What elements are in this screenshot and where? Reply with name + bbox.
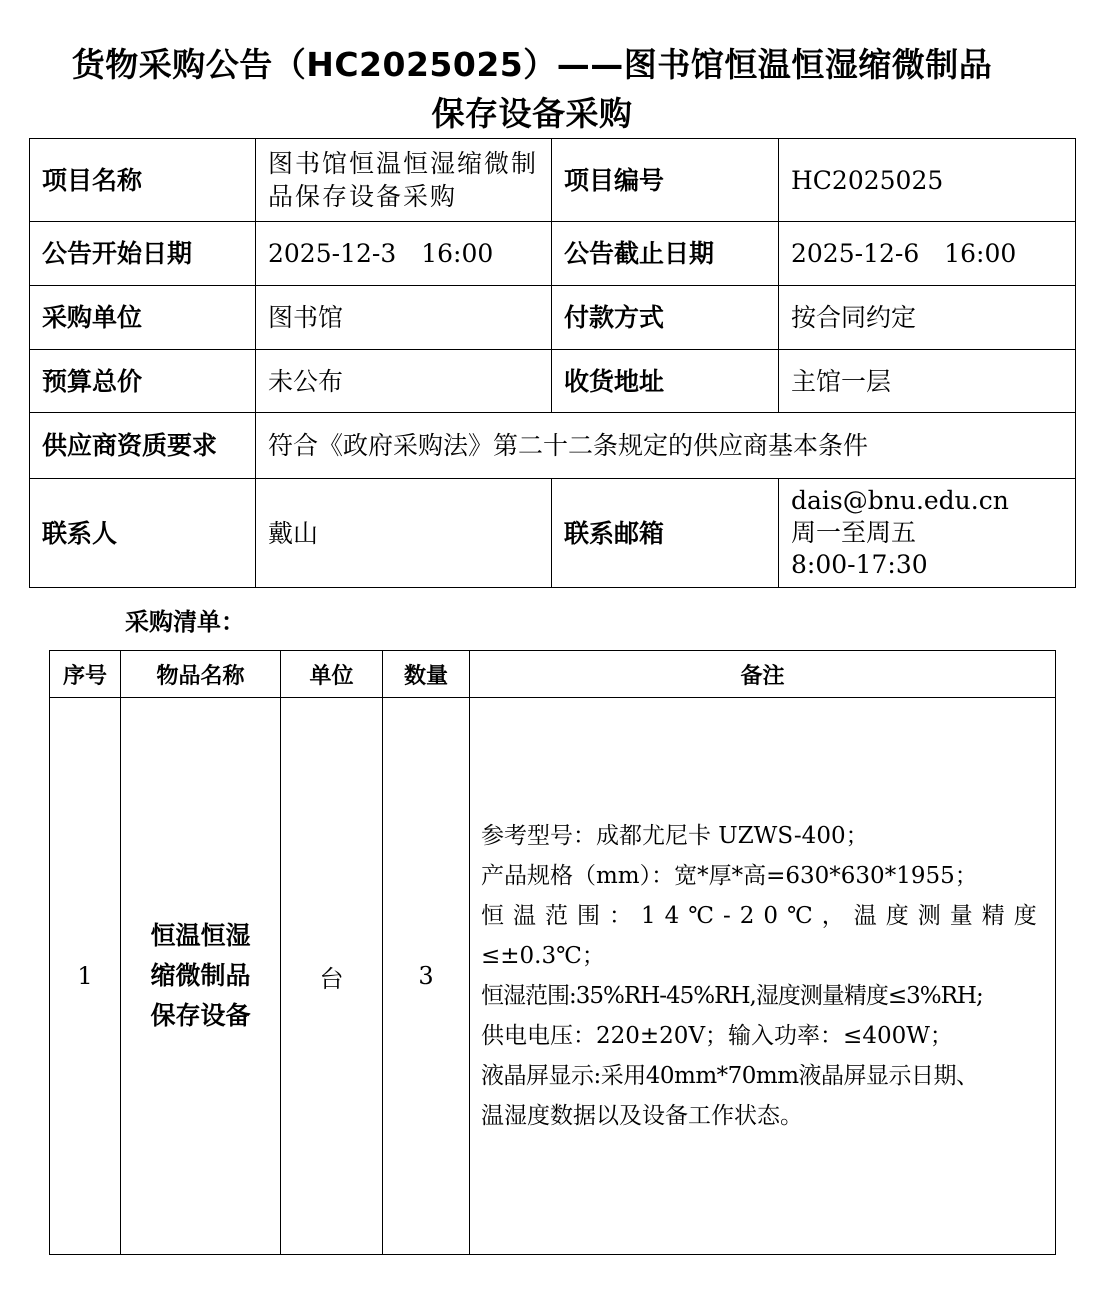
remark-line: 恒温范围：14℃-20℃，温度测量精度 <box>481 903 1046 929</box>
value-qualification: 符合《政府采购法》第二十二条规定的供应商基本条件 <box>256 413 1076 479</box>
col-header-item-name: 物品名称 <box>121 651 281 698</box>
value-purchaser: 图书馆 <box>256 286 552 350</box>
value-payment-method: 按合同约定 <box>779 286 1076 350</box>
value-contact-person: 戴山 <box>256 479 552 588</box>
remark-line: 供电电压：220±20V；输入功率：≤400W； <box>481 1023 953 1049</box>
info-row <box>30 139 1076 222</box>
col-header-unit: 单位 <box>281 651 383 698</box>
remark-line: 产品规格（mm）：宽*厚*高=630*630*1955； <box>481 863 978 889</box>
remark-line: 恒湿范围:35%RH-45%RH,湿度测量精度≤3%RH; <box>481 983 983 1009</box>
title-line-1: 货物采购公告（HC2025025）——图书馆恒温恒湿缩微制品 <box>71 45 993 84</box>
value-budget: 未公布 <box>256 350 552 413</box>
value-project-name: 图书馆恒温恒湿缩微制品保存设备采购 <box>256 139 552 222</box>
remark-line: 液晶屏显示:采用40mm*70mm液晶屏显示日期、 <box>481 1063 979 1089</box>
label-start-date: 公告开始日期 <box>30 222 256 286</box>
contact-hours-time: 8:00-17:30 <box>791 550 928 579</box>
label-budget: 预算总价 <box>30 350 256 413</box>
label-contact-email: 联系邮箱 <box>552 479 779 588</box>
contact-email-link[interactable]: dais@bnu.edu.cn <box>791 486 1009 515</box>
remark-line: 温湿度数据以及设备工作状态。 <box>481 1103 803 1129</box>
label-project-name: 项目名称 <box>30 139 256 222</box>
purchase-list-table <box>49 650 1056 1255</box>
item-quantity: 3 <box>383 698 470 1255</box>
label-contact-person: 联系人 <box>30 479 256 588</box>
purchase-list-heading: 采购清单： <box>125 608 245 636</box>
info-row <box>30 479 1076 588</box>
document-title <box>0 40 1064 138</box>
info-row <box>30 222 1076 286</box>
value-project-number: HC2025025 <box>779 139 1076 222</box>
info-row <box>30 350 1076 413</box>
item-unit: 台 <box>281 698 383 1255</box>
value-contact-email <box>779 479 1076 588</box>
project-info-table <box>29 138 1076 588</box>
label-qualification: 供应商资质要求 <box>30 413 256 479</box>
value-end-date: 2025-12-6 16:00 <box>779 222 1076 286</box>
label-purchaser: 采购单位 <box>30 286 256 350</box>
item-name-line: 保存设备 <box>150 1001 251 1030</box>
label-delivery-address: 收货地址 <box>552 350 779 413</box>
item-index: 1 <box>50 698 121 1255</box>
value-start-date: 2025-12-3 16:00 <box>256 222 552 286</box>
label-end-date: 公告截止日期 <box>552 222 779 286</box>
purchase-list-header <box>50 651 1056 698</box>
label-project-number: 项目编号 <box>552 139 779 222</box>
info-row <box>30 413 1076 479</box>
col-header-remarks: 备注 <box>470 651 1056 698</box>
item-name-line: 恒温恒湿 <box>150 921 251 950</box>
col-header-quantity: 数量 <box>383 651 470 698</box>
info-row <box>30 286 1076 350</box>
table-row <box>50 698 1056 1255</box>
label-payment-method: 付款方式 <box>552 286 779 350</box>
item-name <box>121 698 281 1255</box>
value-delivery-address: 主馆一层 <box>779 350 1076 413</box>
item-name-line: 缩微制品 <box>150 961 251 990</box>
title-line-2: 保存设备采购 <box>431 94 633 133</box>
contact-hours-days: 周一至周五 <box>791 518 917 547</box>
remark-line: 参考型号：成都尤尼卡 UZWS-400； <box>481 823 869 849</box>
item-remarks <box>470 698 1056 1255</box>
col-header-index: 序号 <box>50 651 121 698</box>
remark-line: ≤±0.3℃； <box>481 943 605 969</box>
